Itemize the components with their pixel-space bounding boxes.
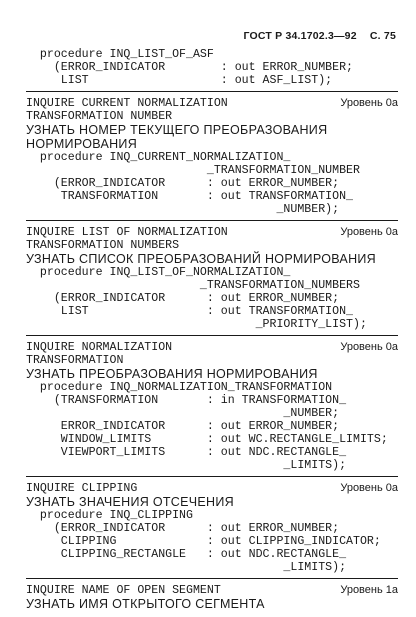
function-title-ru: УЗНАТЬ ИМЯ ОТКРЫТОГО СЕГМЕНТА [26, 597, 265, 611]
code-line: procedure INQ_LIST_OF_NORMALIZATION_ [26, 266, 291, 279]
code-line: (TRANSFORMATION : in TRANSFORMATION_ [26, 394, 347, 407]
code-line: TRANSFORMATION : out TRANSFORMATION_ [26, 190, 353, 203]
function-section [26, 91, 398, 216]
function-section [26, 220, 398, 331]
code-line: LIST : out ASF_LIST); [26, 74, 333, 87]
code-line: (ERROR_INDICATOR : out ERROR_NUMBER; [26, 292, 340, 305]
code-line: _NUMBER; [26, 407, 340, 420]
code-line: _LIMITS); [26, 459, 347, 472]
level-label: Уровень 0a [340, 341, 398, 353]
code-line: (ERROR_INDICATOR : out ERROR_NUMBER; [26, 522, 340, 535]
code-line: _TRANSFORMATION_NUMBER [26, 164, 360, 177]
function-title-en-cont: TRANSFORMATION NUMBERS [26, 239, 180, 252]
function-title-en: INQUIRE CURRENT NORMALIZATION [26, 97, 228, 110]
code-line: CLIPPING_RECTANGLE : out NDC.RECTANGLE_ [26, 548, 347, 561]
level-label: Уровень 0a [340, 97, 398, 109]
code-line: _PRIORITY_LIST); [26, 318, 367, 331]
page-header [234, 30, 396, 42]
function-title-en: INQUIRE NORMALIZATION [26, 341, 173, 354]
page-number: С. 75 [369, 30, 396, 42]
standard-number: ГОСТ Р 34.1702.3—92 [243, 30, 357, 42]
function-title-ru: УЗНАТЬ НОМЕР ТЕКУЩЕГО ПРЕОБРАЗОВАНИЯ [26, 123, 328, 137]
code-line: ERROR_INDICATOR : out ERROR_NUMBER; [26, 420, 340, 433]
function-section [26, 476, 398, 574]
code-line: _TRANSFORMATION_NUMBERS [26, 279, 360, 292]
code-line: CLIPPING : out CLIPPING_INDICATOR; [26, 535, 381, 548]
function-title-en: INQUIRE LIST OF NORMALIZATION [26, 226, 228, 239]
level-label: Уровень 0a [340, 226, 398, 238]
code-line: WINDOW_LIMITS : out WC.RECTANGLE_LIMITS; [26, 433, 388, 446]
function-title-en: INQUIRE CLIPPING [26, 482, 138, 495]
function-title-en-cont: TRANSFORMATION [26, 354, 124, 367]
level-label: Уровень 1a [340, 584, 398, 596]
function-section [26, 578, 398, 611]
code-line: procedure INQ_LIST_OF_ASF [26, 48, 214, 61]
code-line: LIST : out TRANSFORMATION_ [26, 305, 353, 318]
code-line: procedure INQ_NORMALIZATION_TRANSFORMATION [26, 381, 333, 394]
code-line: VIEWPORT_LIMITS : out NDC.RECTANGLE_ [26, 446, 347, 459]
code-line: (ERROR_INDICATOR : out ERROR_NUMBER; [26, 177, 340, 190]
function-title-en: INQUIRE NAME OF OPEN SEGMENT [26, 584, 221, 597]
top-code-block [26, 48, 398, 87]
function-section [26, 335, 398, 472]
function-title-en-cont: TRANSFORMATION NUMBER [26, 110, 173, 123]
code-line: _NUMBER); [26, 203, 340, 216]
function-title-ru: УЗНАТЬ ЗНАЧЕНИЯ ОТСЕЧЕНИЯ [26, 495, 234, 509]
code-line: procedure INQ_CURRENT_NORMALIZATION_ [26, 151, 291, 164]
function-title-ru-cont: НОРМИРОВАНИЯ [26, 137, 138, 151]
code-line: _LIMITS); [26, 561, 347, 574]
document-page [26, 48, 398, 611]
function-title-ru: УЗНАТЬ ПРЕОБРАЗОВАНИЯ НОРМИРОВАНИЯ [26, 367, 318, 381]
code-line: procedure INQ_CLIPPING [26, 509, 193, 522]
code-line: (ERROR_INDICATOR : out ERROR_NUMBER; [26, 61, 353, 74]
function-title-ru: УЗНАТЬ СПИСОК ПРЕОБРАЗОВАНИЙ НОРМИРОВАНИЯ [26, 252, 377, 266]
level-label: Уровень 0a [340, 482, 398, 494]
